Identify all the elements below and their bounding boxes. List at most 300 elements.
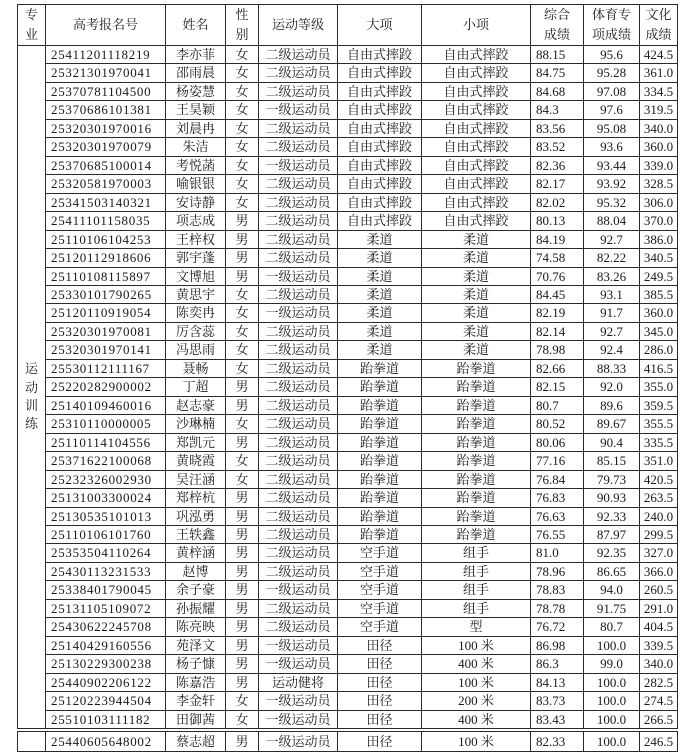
gender-cell: 女 (226, 711, 259, 729)
sport-level-cell: 一级运动员 (259, 268, 338, 286)
sub-event-cell: 跆拳道 (422, 508, 531, 526)
sub-event-cell: 自由式摔跤 (422, 101, 531, 120)
student-name-cell: 苑泽文 (166, 637, 226, 655)
composite-score-cell: 80.13 (531, 212, 584, 231)
table-row (18, 175, 678, 194)
table-row (18, 286, 678, 304)
culture-score-cell: 327.0 (640, 544, 678, 563)
sport-level-cell: 二级运动员 (259, 526, 338, 544)
sport-score-cell: 80.7 (584, 618, 640, 637)
event-category-cell: 柔道 (338, 341, 422, 360)
table-row (18, 249, 678, 268)
sub-event-cell: 组手 (422, 600, 531, 618)
sub-event-cell: 跆拳道 (422, 397, 531, 415)
composite-score-cell: 82.66 (531, 360, 584, 378)
student-name-cell: 李金轩 (166, 692, 226, 711)
exam-number-cell: 25440605648002 (46, 732, 166, 752)
composite-score-cell: 70.76 (531, 268, 584, 286)
sport-score-cell: 90.4 (584, 434, 640, 452)
table-row (18, 692, 678, 711)
sport-level-cell: 二级运动员 (259, 600, 338, 618)
gender-cell: 女 (226, 64, 259, 83)
gender-cell: 男 (226, 544, 259, 563)
student-name-cell: 郭宇蓬 (166, 249, 226, 268)
exam-number-cell: 25530112111167 (46, 360, 166, 378)
culture-score-cell: 355.0 (640, 378, 678, 397)
student-name-cell: 陈奕冉 (166, 304, 226, 323)
gender-cell: 女 (226, 304, 259, 323)
sport-level-cell: 一级运动员 (259, 711, 338, 729)
culture-score-cell: 263.5 (640, 489, 678, 508)
sport-score-cell: 91.7 (584, 304, 640, 323)
exam-number-cell: 25120110919054 (46, 304, 166, 323)
exam-number-cell: 25320581970003 (46, 175, 166, 194)
composite-score-cell: 74.58 (531, 249, 584, 268)
sub-event-cell: 自由式摔跤 (422, 175, 531, 194)
table-row (18, 157, 678, 175)
composite-score-cell: 82.02 (531, 194, 584, 212)
composite-score-cell: 86.98 (531, 637, 584, 655)
gender-cell: 男 (226, 581, 259, 600)
exam-number-cell: 25341503140321 (46, 194, 166, 212)
gender-cell: 女 (226, 175, 259, 194)
exam-number-cell: 25370686101381 (46, 101, 166, 120)
event-category-cell: 自由式摔跤 (338, 83, 422, 101)
culture-score-cell: 420.5 (640, 471, 678, 489)
table-row (18, 581, 678, 600)
admission-table (17, 4, 678, 729)
composite-score-cell: 78.83 (531, 581, 584, 600)
table-row (18, 618, 678, 637)
exam-number-cell: 25430113231533 (46, 563, 166, 581)
gender-cell: 男 (226, 489, 259, 508)
table-row (18, 194, 678, 212)
sub-event-cell: 跆拳道 (422, 434, 531, 452)
sport-level-cell: 二级运动员 (259, 175, 338, 194)
culture-score-cell: 416.5 (640, 360, 678, 378)
sport-score-cell: 100.0 (584, 674, 640, 692)
event-category-cell: 跆拳道 (338, 452, 422, 471)
composite-score-cell: 80.7 (531, 397, 584, 415)
sub-event-cell: 自由式摔跤 (422, 120, 531, 138)
student-name-cell: 杨姿慧 (166, 83, 226, 101)
sub-event-cell: 跆拳道 (422, 378, 531, 397)
culture-score-cell: 260.5 (640, 581, 678, 600)
event-category-cell: 田径 (338, 674, 422, 692)
table-row (18, 637, 678, 655)
header-exam-number (46, 5, 166, 46)
sport-level-cell: 一级运动员 (259, 581, 338, 600)
gender-cell: 男 (226, 508, 259, 526)
student-name-cell: 文博旭 (166, 268, 226, 286)
sport-score-cell: 95.6 (584, 46, 640, 64)
exam-number-cell: 25110106104253 (46, 231, 166, 249)
composite-score-cell: 80.52 (531, 415, 584, 434)
gender-cell: 女 (226, 46, 259, 64)
sport-level-cell: 一级运动员 (259, 304, 338, 323)
culture-score-cell: 246.5 (640, 732, 678, 752)
culture-score-cell: 240.0 (640, 508, 678, 526)
sport-score-cell: 95.28 (584, 64, 640, 83)
culture-score-cell: 286.0 (640, 341, 678, 360)
sport-score-cell: 92.4 (584, 341, 640, 360)
composite-score-cell: 78.98 (531, 341, 584, 360)
sport-level-cell: 二级运动员 (259, 341, 338, 360)
header-major (18, 5, 46, 46)
header-exam-number-label: 高考报名号 (72, 17, 138, 32)
table-row (18, 46, 678, 64)
sub-event-cell: 100 米 (422, 637, 531, 655)
table-row (18, 563, 678, 581)
gender-cell: 男 (226, 637, 259, 655)
culture-score-cell: 339.0 (640, 157, 678, 175)
table-header (18, 5, 678, 46)
sport-level-cell: 二级运动员 (259, 434, 338, 452)
exam-number-cell: 25320301970081 (46, 323, 166, 341)
sport-score-cell: 97.6 (584, 101, 640, 120)
sport-score-cell: 95.32 (584, 194, 640, 212)
student-name-cell: 项志成 (166, 212, 226, 231)
student-name-cell: 陈嘉浩 (166, 674, 226, 692)
culture-score-cell: 319.5 (640, 101, 678, 120)
composite-score-cell: 82.33 (531, 732, 584, 752)
table-row (18, 452, 678, 471)
event-category-cell: 空手道 (338, 581, 422, 600)
gender-cell: 女 (226, 286, 259, 304)
student-name-cell: 安诗静 (166, 194, 226, 212)
composite-score-cell: 84.68 (531, 83, 584, 101)
sport-level-cell: 二级运动员 (259, 415, 338, 434)
sport-level-cell: 一级运动员 (259, 732, 338, 752)
table-row (18, 397, 678, 415)
student-name-cell: 杨子慷 (166, 655, 226, 674)
composite-score-cell: 76.84 (531, 471, 584, 489)
gender-cell: 女 (226, 471, 259, 489)
event-category-cell: 自由式摔跤 (338, 46, 422, 64)
sport-score-cell: 83.26 (584, 268, 640, 286)
header-composite-score-label: 综合成绩 (543, 7, 570, 42)
exam-number-cell: 25510103111182 (46, 711, 166, 729)
sport-score-cell: 86.65 (584, 563, 640, 581)
sport-score-cell: 89.67 (584, 415, 640, 434)
student-name-cell: 赵博 (166, 563, 226, 581)
exam-number-cell: 25220282900002 (46, 378, 166, 397)
composite-score-cell: 82.17 (531, 175, 584, 194)
table-row (18, 101, 678, 120)
composite-score-cell: 81.0 (531, 544, 584, 563)
header-gender (226, 5, 259, 46)
culture-score-cell: 340.0 (640, 120, 678, 138)
table-row (18, 212, 678, 231)
exam-number-cell: 25353504110264 (46, 544, 166, 563)
table-row (18, 508, 678, 526)
sport-level-cell: 二级运动员 (259, 397, 338, 415)
table-row (18, 120, 678, 138)
table-row (18, 526, 678, 544)
sport-level-cell: 二级运动员 (259, 212, 338, 231)
table-row (18, 304, 678, 323)
culture-score-cell: 291.0 (640, 600, 678, 618)
exam-number-cell: 25140429160556 (46, 637, 166, 655)
sub-event-cell: 400 米 (422, 655, 531, 674)
culture-score-cell: 339.5 (640, 637, 678, 655)
table-row (18, 600, 678, 618)
composite-score-cell: 86.3 (531, 655, 584, 674)
gender-cell: 男 (226, 397, 259, 415)
event-category-cell: 田径 (338, 711, 422, 729)
composite-score-cell: 77.16 (531, 452, 584, 471)
culture-score-cell: 334.5 (640, 83, 678, 101)
exam-number-cell: 25320301970141 (46, 341, 166, 360)
sport-score-cell: 92.35 (584, 544, 640, 563)
table-row (18, 64, 678, 83)
exam-number-cell: 25130535101013 (46, 508, 166, 526)
sub-event-cell: 型 (422, 618, 531, 637)
sport-level-cell: 二级运动员 (259, 489, 338, 508)
sub-event-cell: 自由式摔跤 (422, 46, 531, 64)
sport-score-cell: 93.44 (584, 157, 640, 175)
culture-score-cell: 424.5 (640, 46, 678, 64)
composite-score-cell: 80.06 (531, 434, 584, 452)
student-name-cell: 王轶鑫 (166, 526, 226, 544)
composite-score-cell: 78.96 (531, 563, 584, 581)
exam-number-cell: 25310110000005 (46, 415, 166, 434)
composite-score-cell: 83.56 (531, 120, 584, 138)
exam-number-cell: 25110108115897 (46, 268, 166, 286)
sport-score-cell: 87.97 (584, 526, 640, 544)
exam-number-cell: 25110114104556 (46, 434, 166, 452)
student-name-cell: 赵志豪 (166, 397, 226, 415)
event-category-cell: 空手道 (338, 600, 422, 618)
sport-level-cell: 二级运动员 (259, 231, 338, 249)
event-category-cell: 自由式摔跤 (338, 212, 422, 231)
exam-number-cell: 25140109460016 (46, 397, 166, 415)
sport-score-cell: 92.0 (584, 378, 640, 397)
composite-score-cell: 84.3 (531, 101, 584, 120)
gender-cell: 女 (226, 341, 259, 360)
sub-event-cell: 柔道 (422, 304, 531, 323)
exam-number-cell: 25430622245708 (46, 618, 166, 637)
event-category-cell: 柔道 (338, 268, 422, 286)
table-row (18, 83, 678, 101)
header-sport-score-label: 体育专项成绩 (591, 7, 631, 42)
gender-cell: 女 (226, 83, 259, 101)
student-name-cell: 郑梓杭 (166, 489, 226, 508)
sub-event-cell: 柔道 (422, 231, 531, 249)
sport-level-cell: 一级运动员 (259, 101, 338, 120)
event-category-cell: 空手道 (338, 544, 422, 563)
sport-score-cell: 93.92 (584, 175, 640, 194)
composite-score-cell: 84.45 (531, 286, 584, 304)
table-row (18, 138, 678, 157)
composite-score-cell: 82.15 (531, 378, 584, 397)
sport-score-cell: 82.22 (584, 249, 640, 268)
student-name-cell: 刘晨冉 (166, 120, 226, 138)
table-row (18, 268, 678, 286)
sub-event-cell: 柔道 (422, 286, 531, 304)
composite-score-cell: 84.13 (531, 674, 584, 692)
event-category-cell: 柔道 (338, 323, 422, 341)
event-category-cell: 田径 (338, 692, 422, 711)
exam-number-cell: 25110106101760 (46, 526, 166, 544)
culture-score-cell: 360.0 (640, 304, 678, 323)
header-sport-level (259, 5, 338, 46)
header-sport-score (584, 5, 640, 46)
gender-cell: 男 (226, 231, 259, 249)
table-body (18, 46, 678, 729)
event-category-cell: 自由式摔跤 (338, 194, 422, 212)
event-category-cell: 自由式摔跤 (338, 101, 422, 120)
gender-cell: 女 (226, 452, 259, 471)
culture-score-cell: 386.0 (640, 231, 678, 249)
sport-score-cell: 90.93 (584, 489, 640, 508)
student-name-cell: 王昊颖 (166, 101, 226, 120)
gender-cell: 女 (226, 323, 259, 341)
table-row (18, 732, 678, 752)
sub-event-cell: 组手 (422, 544, 531, 563)
header-name-label: 姓名 (182, 17, 209, 32)
sport-score-cell: 92.7 (584, 323, 640, 341)
table-row (18, 434, 678, 452)
table-body-continued (18, 732, 678, 752)
composite-score-cell: 78.78 (531, 600, 584, 618)
major-cell-empty (18, 732, 46, 752)
table-row (18, 231, 678, 249)
header-event-category (338, 5, 422, 46)
exam-number-cell: 25131105109072 (46, 600, 166, 618)
composite-score-cell: 82.14 (531, 323, 584, 341)
table-row (18, 360, 678, 378)
culture-score-cell: 385.5 (640, 286, 678, 304)
exam-number-cell: 25370685100014 (46, 157, 166, 175)
culture-score-cell: 404.5 (640, 618, 678, 637)
sport-level-cell: 二级运动员 (259, 83, 338, 101)
composite-score-cell: 76.83 (531, 489, 584, 508)
table-row (18, 544, 678, 563)
sport-level-cell: 二级运动员 (259, 249, 338, 268)
gender-cell: 男 (226, 618, 259, 637)
student-name-cell: 丁超 (166, 378, 226, 397)
event-category-cell: 跆拳道 (338, 378, 422, 397)
composite-score-cell: 83.73 (531, 692, 584, 711)
exam-number-cell: 25120223944504 (46, 692, 166, 711)
culture-score-cell: 335.5 (640, 434, 678, 452)
student-name-cell: 喻银银 (166, 175, 226, 194)
sport-score-cell: 100.0 (584, 732, 640, 752)
composite-score-cell: 83.52 (531, 138, 584, 157)
header-event-category-label: 大项 (366, 17, 393, 32)
table-row (18, 471, 678, 489)
culture-score-cell: 351.0 (640, 452, 678, 471)
exam-number-cell: 25232326002930 (46, 471, 166, 489)
student-name-cell: 余子豪 (166, 581, 226, 600)
header-gender-label: 性别 (235, 7, 249, 42)
sport-level-cell: 二级运动员 (259, 138, 338, 157)
header-culture-score-label: 文化成绩 (645, 7, 672, 42)
sub-event-cell: 100 米 (422, 732, 531, 752)
sport-level-cell: 二级运动员 (259, 618, 338, 637)
sub-event-cell: 自由式摔跤 (422, 212, 531, 231)
sport-level-cell: 二级运动员 (259, 563, 338, 581)
sub-event-cell: 柔道 (422, 323, 531, 341)
composite-score-cell: 84.19 (531, 231, 584, 249)
exam-number-cell: 25370781104500 (46, 83, 166, 101)
header-major-label: 专业 (24, 7, 38, 42)
exam-number-cell: 25320301970079 (46, 138, 166, 157)
student-name-cell: 田御茜 (166, 711, 226, 729)
table-row (18, 415, 678, 434)
sub-event-cell: 100 米 (422, 674, 531, 692)
sport-level-cell: 二级运动员 (259, 323, 338, 341)
sport-score-cell: 100.0 (584, 637, 640, 655)
sport-level-cell: 一级运动员 (259, 655, 338, 674)
admission-table-continued (17, 731, 678, 752)
header-row (18, 5, 678, 46)
sport-score-cell: 94.0 (584, 581, 640, 600)
event-category-cell: 自由式摔跤 (338, 120, 422, 138)
gender-cell: 女 (226, 101, 259, 120)
sub-event-cell: 自由式摔跤 (422, 157, 531, 175)
gender-cell: 男 (226, 526, 259, 544)
culture-score-cell: 360.0 (640, 138, 678, 157)
culture-score-cell: 359.5 (640, 397, 678, 415)
sport-level-cell: 二级运动员 (259, 194, 338, 212)
student-name-cell: 考悦菡 (166, 157, 226, 175)
student-name-cell: 蔡志超 (166, 732, 226, 752)
exam-number-cell: 25440902206122 (46, 674, 166, 692)
event-category-cell: 田径 (338, 637, 422, 655)
event-category-cell: 跆拳道 (338, 415, 422, 434)
sub-event-cell: 自由式摔跤 (422, 194, 531, 212)
gender-cell: 女 (226, 120, 259, 138)
culture-score-cell: 328.5 (640, 175, 678, 194)
event-category-cell: 田径 (338, 732, 422, 752)
composite-score-cell: 84.75 (531, 64, 584, 83)
sport-score-cell: 95.08 (584, 120, 640, 138)
gender-cell: 女 (226, 692, 259, 711)
gender-cell: 女 (226, 157, 259, 175)
sub-event-cell: 400 米 (422, 711, 531, 729)
event-category-cell: 跆拳道 (338, 489, 422, 508)
gender-cell: 男 (226, 563, 259, 581)
composite-score-cell: 76.72 (531, 618, 584, 637)
gender-cell: 女 (226, 138, 259, 157)
major-cell (18, 46, 46, 729)
gender-cell: 男 (226, 732, 259, 752)
culture-score-cell: 340.5 (640, 249, 678, 268)
student-name-cell: 吴汪涵 (166, 471, 226, 489)
composite-score-cell: 76.63 (531, 508, 584, 526)
sport-score-cell: 100.0 (584, 711, 640, 729)
exam-number-cell: 25321301970041 (46, 64, 166, 83)
sport-level-cell: 二级运动员 (259, 452, 338, 471)
event-category-cell: 自由式摔跤 (338, 175, 422, 194)
gender-cell: 女 (226, 360, 259, 378)
sub-event-cell: 柔道 (422, 268, 531, 286)
event-category-cell: 跆拳道 (338, 397, 422, 415)
header-name (166, 5, 226, 46)
table-row (18, 341, 678, 360)
sport-score-cell: 79.73 (584, 471, 640, 489)
sub-event-cell: 自由式摔跤 (422, 83, 531, 101)
culture-score-cell: 366.0 (640, 563, 678, 581)
culture-score-cell: 299.5 (640, 526, 678, 544)
table-row (18, 323, 678, 341)
student-name-cell: 黄思宇 (166, 286, 226, 304)
gender-cell: 女 (226, 194, 259, 212)
sport-level-cell: 一级运动员 (259, 157, 338, 175)
table-row (18, 655, 678, 674)
